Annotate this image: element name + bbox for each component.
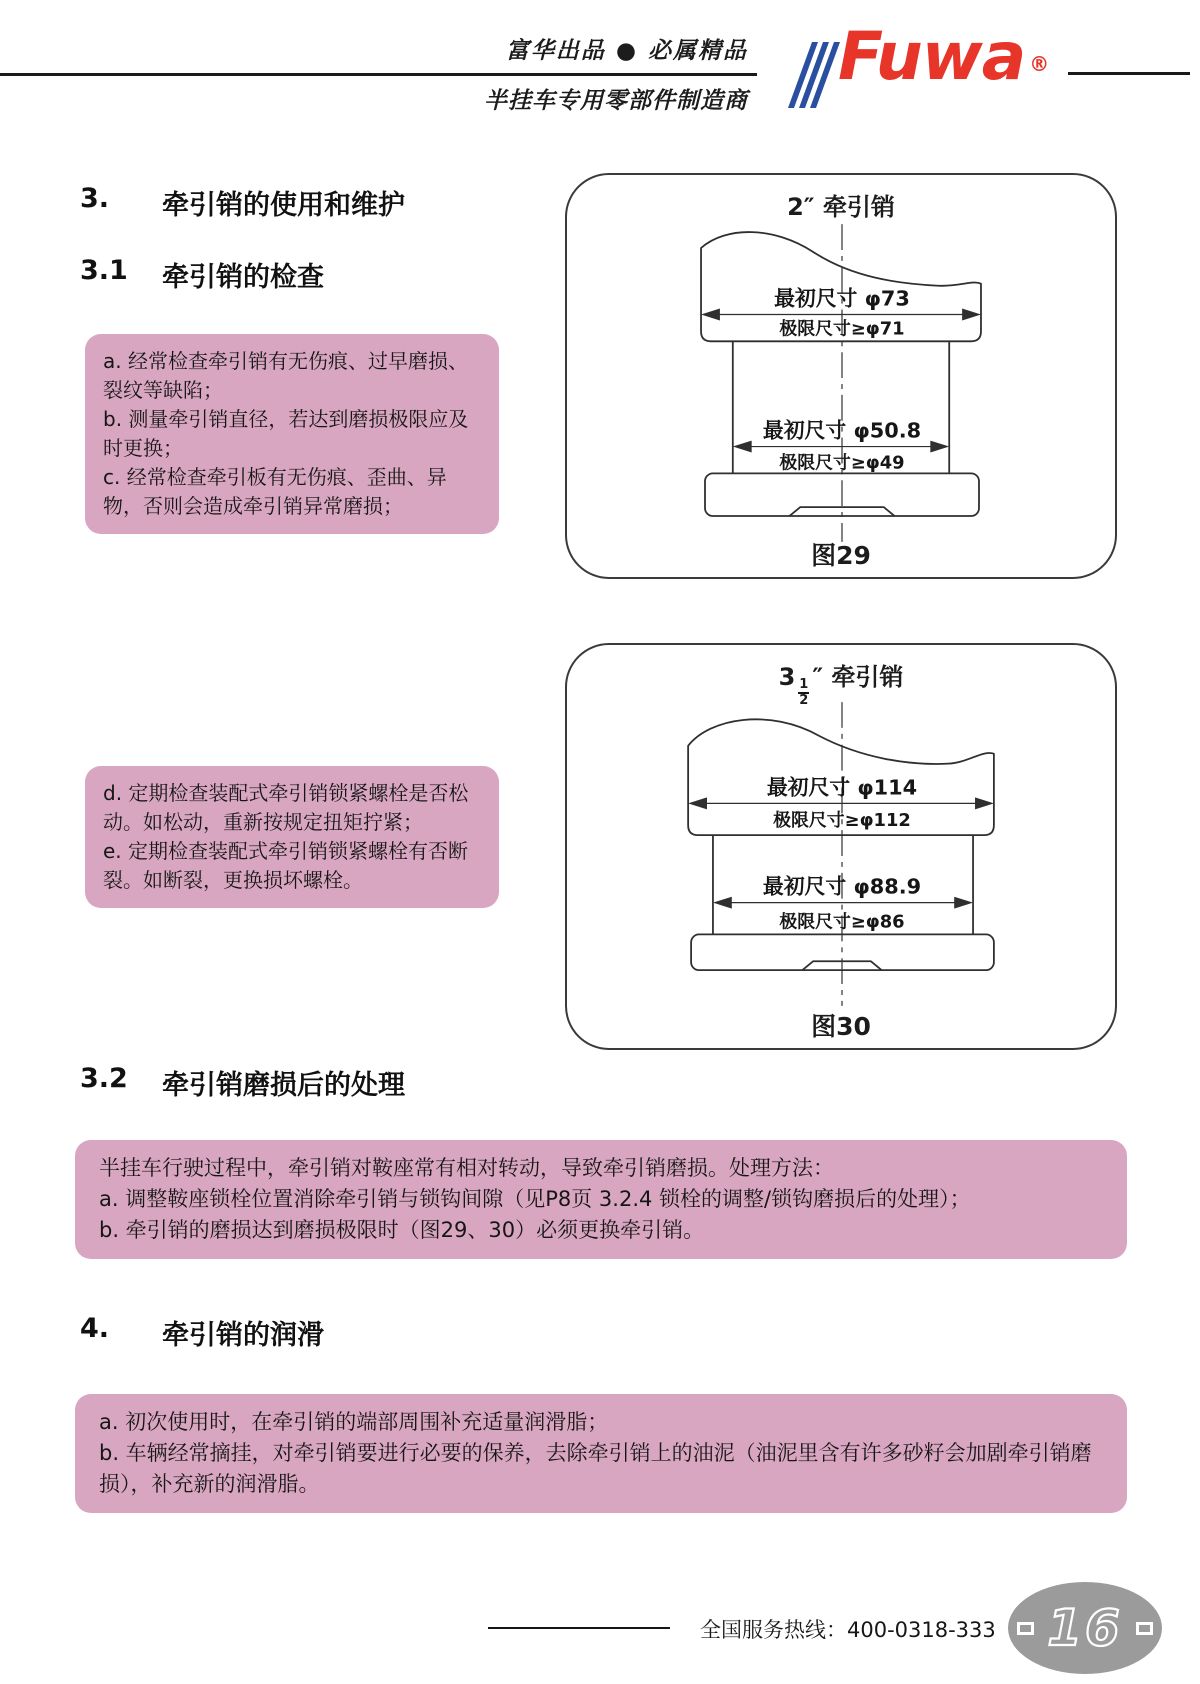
section-number: 3.2 <box>80 1063 128 1094</box>
arrowhead-right <box>930 441 949 453</box>
figure-30-caption: 图30 <box>811 1012 871 1041</box>
note-line: a. 初次使用时，在牵引销的端部周围补充适量润滑脂； <box>99 1410 609 1434</box>
note-line: 半挂车行驶过程中，牵引销对鞍座常有相对转动，导致牵引销磨损。处理方法： <box>99 1156 834 1180</box>
wear-handling-note-box <box>75 1140 1127 1259</box>
note-line: a. 调整鞍座锁栓位置消除牵引销与锁钩间隙（见P8页 3.2.4 锁栓的调整/锁钩磨损后的处理）； <box>99 1187 971 1212</box>
note-line: b. 测量牵引销直径，若达到磨损极限应及时更换； <box>103 407 469 460</box>
title-integer: 3 <box>778 663 796 691</box>
shank-limit-dim-label: 极限尺寸≥φ49 <box>779 452 905 474</box>
section-3-1-heading <box>80 255 324 294</box>
bolt-check-note-box <box>85 766 499 908</box>
kingpin-2in-diagram <box>569 219 1115 549</box>
kingpin-3-5in-diagram <box>569 695 1115 1015</box>
section-3-heading <box>80 183 405 222</box>
page-number: 16 <box>1047 1599 1123 1657</box>
flange-limit-dim-label: 极限尺寸≥φ112 <box>773 810 911 832</box>
arrowhead-right <box>975 797 994 809</box>
header-tagline-bottom: 半挂车专用零部件制造商 <box>484 88 748 114</box>
header-rule-left <box>0 73 757 76</box>
title-rest: ″ 牵引销 <box>812 663 904 691</box>
arrowhead-left <box>733 441 752 453</box>
service-hotline: 全国服务热线：400-0318-333 <box>700 1618 996 1642</box>
section-number: 3.1 <box>80 255 128 286</box>
section-title: 牵引销的润滑 <box>162 1320 324 1351</box>
arrowhead-left <box>701 309 720 321</box>
section-title: 牵引销的使用和维护 <box>162 190 405 221</box>
inspection-note-box <box>85 334 499 534</box>
section-number: 3. <box>80 183 110 214</box>
flange-initial-dim-label: 最初尺寸 φ73 <box>774 286 910 311</box>
logo-stripes-icon <box>800 42 828 108</box>
note-line: d. 定期检查装配式牵引销锁紧螺栓是否松动。如松动，重新按规定扭矩拧紧； <box>103 781 469 834</box>
page-number-badge <box>1008 1582 1162 1674</box>
shank-limit-dim-label: 极限尺寸≥φ86 <box>779 911 905 933</box>
figure-29-box <box>565 173 1117 579</box>
section-title: 牵引销磨损后的处理 <box>162 1070 405 1101</box>
badge-square-right-icon <box>1136 1622 1153 1635</box>
footer-rule <box>488 1627 670 1629</box>
figure-29-caption: 图29 <box>811 541 871 570</box>
section-title: 牵引销的检查 <box>162 262 324 293</box>
section-3-2-heading <box>80 1063 405 1102</box>
shank-initial-dim-label: 最初尺寸 φ88.9 <box>762 874 922 899</box>
note-line: b. 车辆经常摘挂，对牵引销要进行必要的保养，去除牵引销上的油泥（油泥里含有许多砂籽会加剧牵引销磨损），补充新的润滑脂。 <box>99 1441 1092 1497</box>
arrowhead-left <box>713 897 732 909</box>
fuwa-logo <box>800 18 1050 108</box>
section-number: 4. <box>80 1313 110 1344</box>
registered-trademark-icon: ® <box>1029 52 1050 76</box>
figure-30-box <box>565 643 1117 1050</box>
note-line: e. 定期检查装配式牵引销锁紧螺栓有否断裂。如断裂，更换损坏螺栓。 <box>103 839 469 892</box>
arrowhead-left <box>688 797 707 809</box>
arrowhead-right <box>954 897 973 909</box>
shank-initial-dim-label: 最初尺寸 φ50.8 <box>762 418 922 443</box>
flange-limit-dim-label: 极限尺寸≥φ71 <box>779 318 905 340</box>
flange-initial-dim-label: 最初尺寸 φ114 <box>766 775 918 800</box>
logo-wordmark: Fuwa <box>838 18 1026 95</box>
title-fraction: $\frac{1}{2}$ <box>799 677 809 708</box>
note-line: a. 经常检查牵引销有无伤痕、过早磨损、裂纹等缺陷； <box>103 349 468 402</box>
header-tagline-top: 富华出品 ● 必属精品 <box>505 38 748 64</box>
header-rule-right <box>1068 72 1190 75</box>
note-line: b. 牵引销的磨损达到磨损极限时（图29、30）必须更换牵引销。 <box>99 1218 705 1243</box>
section-4-heading <box>80 1313 324 1352</box>
badge-square-left-icon <box>1017 1622 1034 1635</box>
note-line: c. 经常检查牵引板有无伤痕、歪曲、异物，否则会造成牵引销异常磨损； <box>103 465 447 518</box>
lubrication-note-box <box>75 1394 1127 1513</box>
figure-29-title: 2″ 牵引销 <box>787 193 895 221</box>
arrowhead-right <box>962 309 981 321</box>
